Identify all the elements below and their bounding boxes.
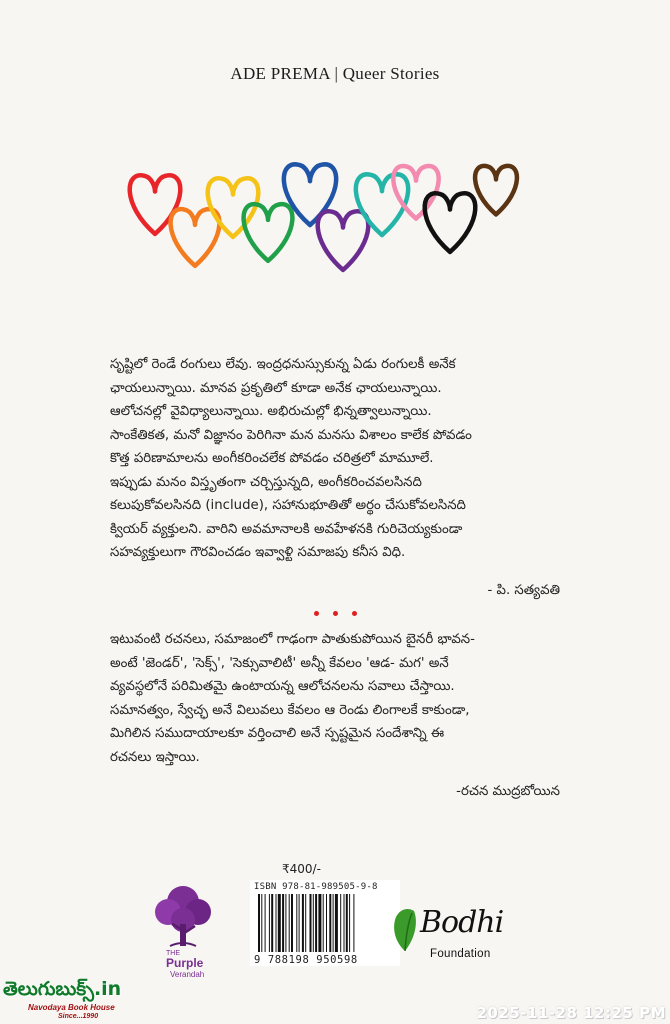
price-label: ₹400/- [282,862,321,876]
watermark-site-name [3,978,121,1005]
publisher-the: THE [166,950,180,957]
barcode-bar [299,894,300,952]
section-separator-dots [0,601,670,620]
barcode-bar [265,894,266,952]
barcode-bar [258,894,260,952]
bodhi-wordmark: Bodhi [420,905,504,940]
watermark-shop-name: Navodaya Book House [28,1003,115,1012]
blurb-line: కలుపుకోవలసినది (include), సహానుభూతితో అర్థం చేసుకోవలసినది [110,498,466,513]
barcode-bar [305,894,306,952]
blurb-line: అంటే 'జెండర్', 'సెక్స్', 'సెక్సువాలిటీ' అన్నీ కేవలం 'ఆడ- మగ' అనే [110,655,449,671]
barcode-bar [344,894,345,952]
blurb-line: ఛాయలున్నాయి. మానవ ప్రకృతిలో కూడా అనేక ఛాయలున్నాయి. [110,380,442,396]
barcode-number: 9 788198 950598 [254,954,358,966]
blurb-line: రచనలు ఇస్తాయి. [110,749,200,765]
barcode-bar [329,894,331,952]
barcode-bar [302,894,304,952]
bodhi-foundation-label: Foundation [430,948,491,960]
barcode-bar [333,894,334,952]
blurb-line: ఇప్పుడు మనం విస్తృతంగా చర్చిస్తున్నది, అంగీకరించవలసినది [110,474,422,490]
blurb-line: సహవ్యక్తులుగా గౌరవించడం ఇవ్వాళ్టి సమాజపు కనీస విధి. [110,545,406,560]
barcode-bar [276,894,277,952]
barcode-bar [289,894,290,952]
blurb-rachana [110,628,560,769]
barcode-bar [261,894,262,952]
barcode-bar [349,894,350,952]
red-dot [314,611,319,616]
blurb-line: ఆలోచనల్లో వైవిధ్యాలున్నాయి. అభిరుచుల్లో భిన్నత్వాలున్నాయి. [110,404,432,419]
watermark-tld: .in [93,978,122,1000]
blurb-line: మిగిలిన సముదాయాలకూ వర్తించాలి అనే స్పష్టమైన సందేశాన్ని ఈ [110,726,445,741]
blurb-line: క్వియర్ వ్యక్తులని. వారిని అవమానాలకి అవహేళనకి గురిచెయ్యకుండా [110,521,463,537]
barcode-bar [318,894,321,952]
barcode [258,894,392,952]
blurb-line: కొత్త పరిణామాలను అంగీకరించలేక పోవడం చరిత్రలో మామూలే. [110,451,434,466]
heart-outline [356,174,408,235]
signature-satyavathi: - పి. సత్యవతి [487,583,560,598]
red-dot [333,611,338,616]
heart-outline [208,178,259,237]
blurb-line: వ్యవస్థలోనే పరిమితమై ఉంటాయన్న ఆలోచనలను సవాలు చేస్తాయి. [110,679,455,694]
heart-outline [475,166,517,215]
series-title: ADE PREMA | Queer Stories [230,64,440,83]
linked-hearts-illustration [120,150,530,275]
barcode-bar [313,894,314,952]
photo-timestamp: 2025-11-28 12:25 PM [476,1004,666,1022]
barcode-bar [271,894,273,952]
barcode-bar [335,894,338,952]
barcode-bar [282,894,284,952]
publisher-sub-verandah: Verandah [170,970,205,979]
barcode-bar [346,894,348,952]
barcode-bar [291,894,293,952]
blurb-line: సృష్టిలో రెండే రంగులు లేవు. ఇంద్రధనుస్సుకున్న ఏడు రంగులకీ అనేక [110,357,456,372]
publisher-name-purple: Purple [166,956,204,970]
blurb-line: సమానత్వం, స్వేచ్ఛ అనే విలువలు కేవలం ఆ రెండు లింగాలకే కాకుండా, [110,702,470,718]
barcode-bar [315,894,317,952]
signature-rachana: -రచన ముద్రబోయిన [456,784,560,799]
barcode-bar [296,894,297,952]
heart-outline [318,211,369,270]
watermark-main-text: తెలుగుబుక్స్ [3,978,94,1000]
isbn-label: ISBN 978-81-989505-9-8 [254,882,378,892]
barcode-bar [340,894,341,952]
barcode-bar [326,894,327,952]
barcode-bar [269,894,270,952]
barcode-bar [278,894,281,952]
bodhi-leaf-icon [392,905,418,953]
barcode-bar [310,894,312,952]
watermark-since: Since...1990 [58,1013,99,1020]
barcode-bar [353,894,354,952]
blurb-line: ఇటువంటి రచనలు, సమాజంలో గాఢంగా పాతుకుపోయిన బైనరీ భావన- [110,632,475,647]
blurb-satyavathi [110,353,560,565]
heart-outline [171,209,220,266]
blurb-line: సాంకేతికత, మనో విజ్ఞానం పెరిగినా మన మనసు విశాలం కాలేక పోవడం [110,427,472,443]
barcode-bar [323,894,324,952]
red-dot [352,611,357,616]
barcode-bar [285,894,286,952]
